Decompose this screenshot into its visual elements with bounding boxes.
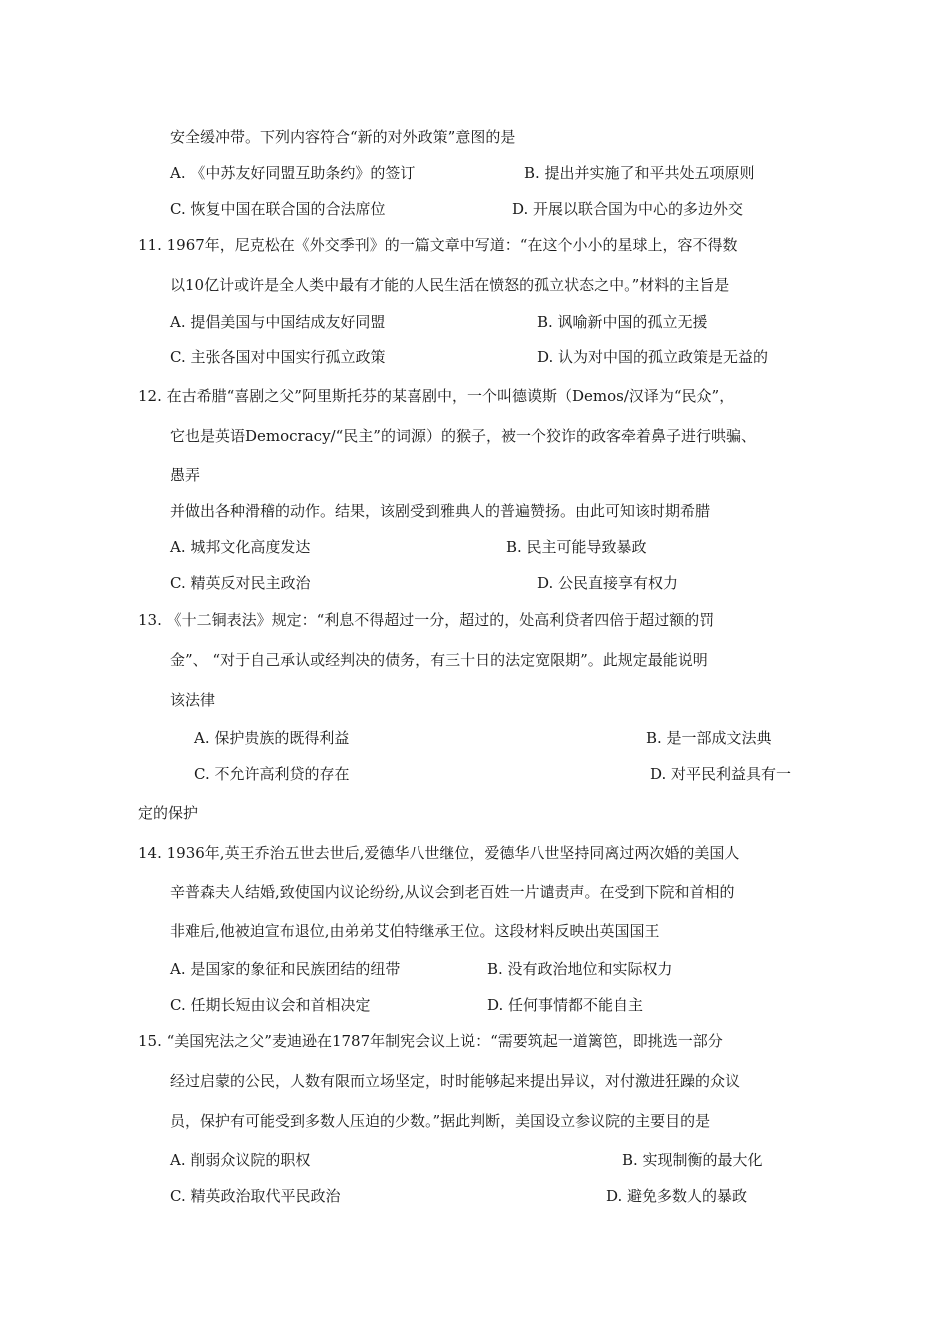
q15-stem-line-1: 15. “美国宪法之父”麦迪逊在1787年制宪会议上说：“需要筑起一道篱笆，即挑选一部分 bbox=[138, 1032, 723, 1050]
q12-option-d: D. 公民直接享有权力 bbox=[537, 574, 679, 592]
q15-option-c: C. 精英政治取代平民政治 bbox=[170, 1187, 341, 1205]
q12-stem-line-4: 并做出各种滑稽的动作。结果，该剧受到雅典人的普遍赞扬。由此可知该时期希腊 bbox=[170, 502, 711, 520]
q11-stem-line-2: 以10亿计或许是全人类中最有才能的人民生活在愤怒的孤立状态之中。”材料的主旨是 bbox=[170, 276, 730, 294]
q11-option-a: A. 提倡美国与中国结成友好同盟 bbox=[170, 313, 386, 331]
q11-stem-line-1: 11. 1967年，尼克松在《外交季刊》的一篇文章中写道：“在这个小小的星球上，容不得数 bbox=[138, 236, 738, 254]
q14-option-d: D. 任何事情都不能自主 bbox=[487, 996, 644, 1014]
q13-option-c: C. 不允许高利贷的存在 bbox=[194, 765, 350, 783]
q10-option-a: A. 《中苏友好同盟互助条约》的签订 bbox=[170, 164, 416, 182]
q15-option-b: B. 实现制衡的最大化 bbox=[622, 1151, 763, 1169]
q13-stem-line-1: 13. 《十二铜表法》规定：“利息不得超过一分，超过的，处高利贷者四倍于超过额的罚 bbox=[138, 611, 715, 629]
q12-option-b: B. 民主可能导致暴政 bbox=[506, 538, 647, 556]
q13-stem-line-3: 该法律 bbox=[170, 691, 216, 709]
q10-option-c: C. 恢复中国在联合国的合法席位 bbox=[170, 200, 386, 218]
q12-stem-line-1: 12. 在古希腊“喜剧之父”阿里斯托芬的某喜剧中，一个叫德谟斯（Demos/汉译为“民众”， bbox=[138, 387, 735, 405]
q12-stem-line-3: 愚弄 bbox=[170, 466, 201, 484]
q11-option-c: C. 主张各国对中国实行孤立政策 bbox=[170, 348, 386, 366]
q10-option-b: B. 提出并实施了和平共处五项原则 bbox=[524, 164, 755, 182]
q14-stem-line-1: 14. 1936年,英王乔治五世去世后,爱德华八世继位，爱德华八世坚持同离过两次婚的美国人 bbox=[138, 844, 740, 862]
q10-stem-continued: 安全缓冲带。下列内容符合“新的对外政策”意图的是 bbox=[170, 128, 516, 146]
q14-option-a: A. 是国家的象征和民族团结的纽带 bbox=[170, 960, 401, 978]
q10-option-d: D. 开展以联合国为中心的多边外交 bbox=[512, 200, 744, 218]
q14-stem-line-2: 辛普森夫人结婚,致使国内议论纷纷,从议会到老百姓一片谴责声。在受到下院和首相的 bbox=[170, 883, 735, 901]
q15-stem-line-3: 员，保护有可能受到多数人压迫的少数。”据此判断，美国设立参议院的主要目的是 bbox=[170, 1112, 711, 1130]
q13-option-a: A. 保护贵族的既得利益 bbox=[194, 729, 350, 747]
q14-option-b: B. 没有政治地位和实际权力 bbox=[487, 960, 673, 978]
q14-stem-line-3: 非难后,他被迫宣布退位,由弟弟艾伯特继承王位。这段材料反映出英国国王 bbox=[170, 922, 660, 940]
q14-option-c: C. 任期长短由议会和首相决定 bbox=[170, 996, 371, 1014]
q15-stem-line-2: 经过启蒙的公民，人数有限而立场坚定，时时能够起来提出异议，对付激进狂躁的众议 bbox=[170, 1072, 741, 1090]
q15-option-d: D. 避免多数人的暴政 bbox=[606, 1187, 748, 1205]
q11-option-d: D. 认为对中国的孤立政策是无益的 bbox=[537, 348, 769, 366]
q13-option-b: B. 是一部成文法典 bbox=[646, 729, 772, 747]
q13-stem-line-2: 金”、 “对于自己承认或经判决的债务，有三十日的法定宽限期”。此规定最能说明 bbox=[170, 651, 708, 669]
q11-option-b: B. 讽喻新中国的孤立无援 bbox=[537, 313, 708, 331]
q13-option-d-continued: 定的保护 bbox=[138, 804, 199, 822]
q12-stem-line-2: 它也是英语Democracy/“民主”的词源）的猴子，被一个狡诈的政客牵着鼻子进行哄骗、 bbox=[170, 427, 756, 445]
q12-option-a: A. 城邦文化高度发达 bbox=[170, 538, 311, 556]
q13-option-d: D. 对平民利益具有一 bbox=[650, 765, 792, 783]
q15-option-a: A. 削弱众议院的职权 bbox=[170, 1151, 311, 1169]
q12-option-c: C. 精英反对民主政治 bbox=[170, 574, 311, 592]
